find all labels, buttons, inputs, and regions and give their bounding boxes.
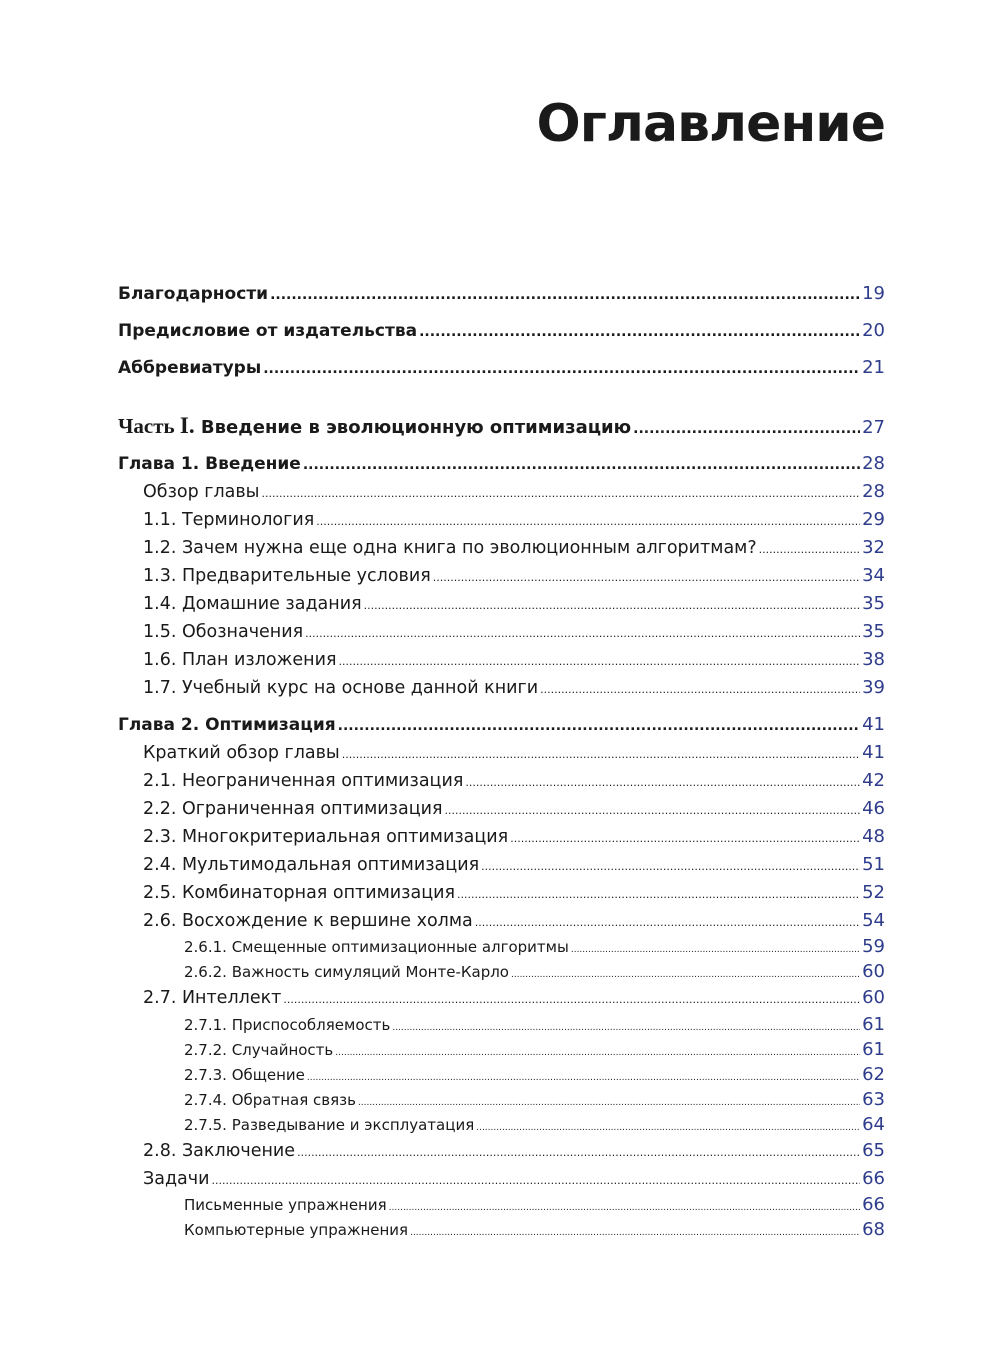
toc-page-number: 34 [862,565,885,586]
dot-leader [342,748,860,761]
toc-entry-section[interactable] [118,565,885,586]
toc-entry-title: Часть I. Введение в эволюционную оптимизацию [118,413,632,438]
toc-entry-title: 2.6. Восхождение к вершине холма [143,911,473,931]
dot-leader [297,1146,860,1159]
toc-entry-title: 1.3. Предварительные условия [143,566,431,586]
toc-entry-title: 1.1. Терминология [143,510,315,530]
toc-entry-title: 2.7. Интеллект [143,988,282,1008]
toc-entry-section[interactable] [118,621,885,642]
toc-entry-title: Письменные упражнения [184,1196,387,1214]
toc-entry-section[interactable] [118,826,885,847]
toc-entry-title: 2.7.4. Обратная связь [184,1091,356,1109]
toc-entry-title: 2.4. Мультимодальная оптимизация [143,855,480,875]
toc-page-number: 42 [862,770,885,791]
toc-page-number: 19 [862,283,885,304]
toc-entry-subsection[interactable] [118,936,885,957]
toc-entry-title: 2.7.2. Случайность [184,1041,334,1059]
toc-entry-title: 2.7.1. Приспособляемость [184,1016,391,1034]
dot-leader [419,324,860,340]
toc-page-number: 54 [862,910,885,931]
toc-entry-section[interactable] [118,677,885,698]
page-title: Оглавление [536,94,885,154]
toc-entry-title: 1.5. Обозначения [143,622,304,642]
dot-leader [481,860,860,873]
toc-page-number: 61 [862,1014,885,1035]
table-of-contents [118,0,885,1359]
toc-entry-title: Аббревиатуры [118,358,262,378]
dot-leader [316,515,860,528]
toc-page-number: 52 [862,882,885,903]
toc-page-number: 66 [862,1194,885,1215]
toc-page-number: 63 [862,1089,885,1110]
dot-leader [510,832,860,845]
toc-entry-section[interactable] [118,798,885,819]
toc-entry-title: 1.4. Домашние задания [143,594,362,614]
toc-entry-title: 2.2. Ограниченная оптимизация [143,799,443,819]
toc-entry-subsection[interactable] [118,961,885,982]
dot-leader [335,1048,860,1058]
toc-entry-abbreviations[interactable] [118,357,885,378]
toc-page-number: 39 [862,677,885,698]
toc-entry-section[interactable] [118,481,885,502]
toc-entry-title: 1.7. Учебный курс на основе данной книги [143,678,539,698]
toc-entry-title: 2.5. Комбинаторная оптимизация [143,883,456,903]
toc-entry-part-1[interactable] [118,413,885,439]
dot-leader [305,627,860,640]
toc-entry-subsection[interactable] [118,1014,885,1035]
dot-leader [511,970,860,980]
part-label: Часть I. [118,413,195,438]
toc-page-number: 46 [862,798,885,819]
toc-entry-subsection[interactable] [118,1089,885,1110]
toc-page-number: 41 [862,742,885,763]
toc-entry-title: Глава 1. Введение [118,454,301,474]
toc-entry-section[interactable] [118,987,885,1008]
toc-page-number: 48 [862,826,885,847]
toc-entry-title: Обзор главы [143,482,260,502]
toc-page-number: 28 [862,481,885,502]
toc-entry-chapter-2[interactable] [118,714,885,735]
toc-entry-section[interactable] [118,1168,885,1189]
toc-entry-title: Благодарности [118,284,269,304]
toc-entry-section[interactable] [118,742,885,763]
toc-entry-title: 2.6.1. Смещенные оптимизационные алгоритмы [184,938,569,956]
toc-entry-title: 2.1. Неограниченная оптимизация [143,771,464,791]
toc-entry-title: Предисловие от издательства [118,321,418,341]
dot-leader [389,1203,860,1213]
toc-entry-section[interactable] [118,593,885,614]
toc-entry-title: 2.7.3. Общение [184,1066,305,1084]
toc-entry-title: Глава 2. Оптимизация [118,715,336,735]
toc-entry-section[interactable] [118,854,885,875]
toc-entry-title: 2.8. Заключение [143,1141,296,1161]
dot-leader [571,945,860,955]
dot-leader [263,361,860,377]
toc-entry-acknowledgements[interactable] [118,283,885,304]
toc-entry-title: Компьютерные упражнения [184,1221,409,1239]
toc-page-number: 41 [862,714,885,735]
toc-entry-section[interactable] [118,537,885,558]
toc-entry-publisher-preface[interactable] [118,320,885,341]
toc-page-number: 60 [862,987,885,1008]
dot-leader [465,776,860,789]
toc-entry-title: 2.3. Многокритериальная оптимизация [143,827,509,847]
dot-leader [283,993,860,1006]
toc-entry-subsection[interactable] [118,1194,885,1215]
toc-page-number: 66 [862,1168,885,1189]
dot-leader [307,1073,860,1083]
toc-page-number: 27 [862,417,885,438]
dot-leader [338,655,860,668]
toc-page-number: 28 [862,453,885,474]
toc-page-number: 38 [862,649,885,670]
toc-entry-subsection[interactable] [118,1219,885,1240]
toc-entry-section[interactable] [118,509,885,530]
toc-page-number: 59 [862,936,885,957]
toc-page-number: 65 [862,1140,885,1161]
dot-leader [457,888,860,901]
dot-leader [445,804,861,817]
toc-page-number: 60 [862,961,885,982]
dot-leader [475,916,860,929]
dot-leader [261,487,860,500]
toc-entry-section[interactable] [118,882,885,903]
dot-leader [759,543,860,556]
toc-entry-section[interactable] [118,1140,885,1161]
toc-entry-title: 1.6. План изложения [143,650,337,670]
dot-leader [410,1228,860,1238]
dot-leader [364,599,860,612]
dot-leader [392,1023,860,1033]
dot-leader [476,1123,860,1133]
dot-leader [211,1174,860,1187]
toc-page-number: 20 [862,320,885,341]
dot-leader [433,571,860,584]
toc-entry-section[interactable] [118,649,885,670]
toc-page-number: 35 [862,621,885,642]
toc-page-number: 64 [862,1114,885,1135]
toc-page-number: 21 [862,357,885,378]
dot-leader [633,421,860,437]
toc-page-number: 68 [862,1219,885,1240]
toc-entry-subsection[interactable] [118,1039,885,1060]
toc-page-number: 29 [862,509,885,530]
dot-leader [338,718,860,734]
dot-leader [303,457,860,473]
dot-leader [358,1098,860,1108]
toc-page-number: 32 [862,537,885,558]
toc-page-number: 35 [862,593,885,614]
toc-entry-subsection[interactable] [118,1064,885,1085]
dot-leader [270,287,860,303]
toc-entry-title: Краткий обзор главы [143,743,340,763]
toc-page-number: 51 [862,854,885,875]
toc-entry-subsection[interactable] [118,1114,885,1135]
toc-entry-section[interactable] [118,910,885,931]
toc-entry-title: 2.7.5. Разведывание и эксплуатация [184,1116,475,1134]
dot-leader [540,683,860,696]
toc-entry-title: 2.6.2. Важность симуляций Монте-Карло [184,963,509,981]
toc-entry-section[interactable] [118,770,885,791]
toc-entry-title: 1.2. Зачем нужна еще одна книга по эволюционным алгоритмам? [143,538,757,558]
toc-entry-title: Задачи [143,1169,210,1189]
toc-page-number: 62 [862,1064,885,1085]
toc-entry-chapter-1[interactable] [118,453,885,474]
toc-page-number: 61 [862,1039,885,1060]
